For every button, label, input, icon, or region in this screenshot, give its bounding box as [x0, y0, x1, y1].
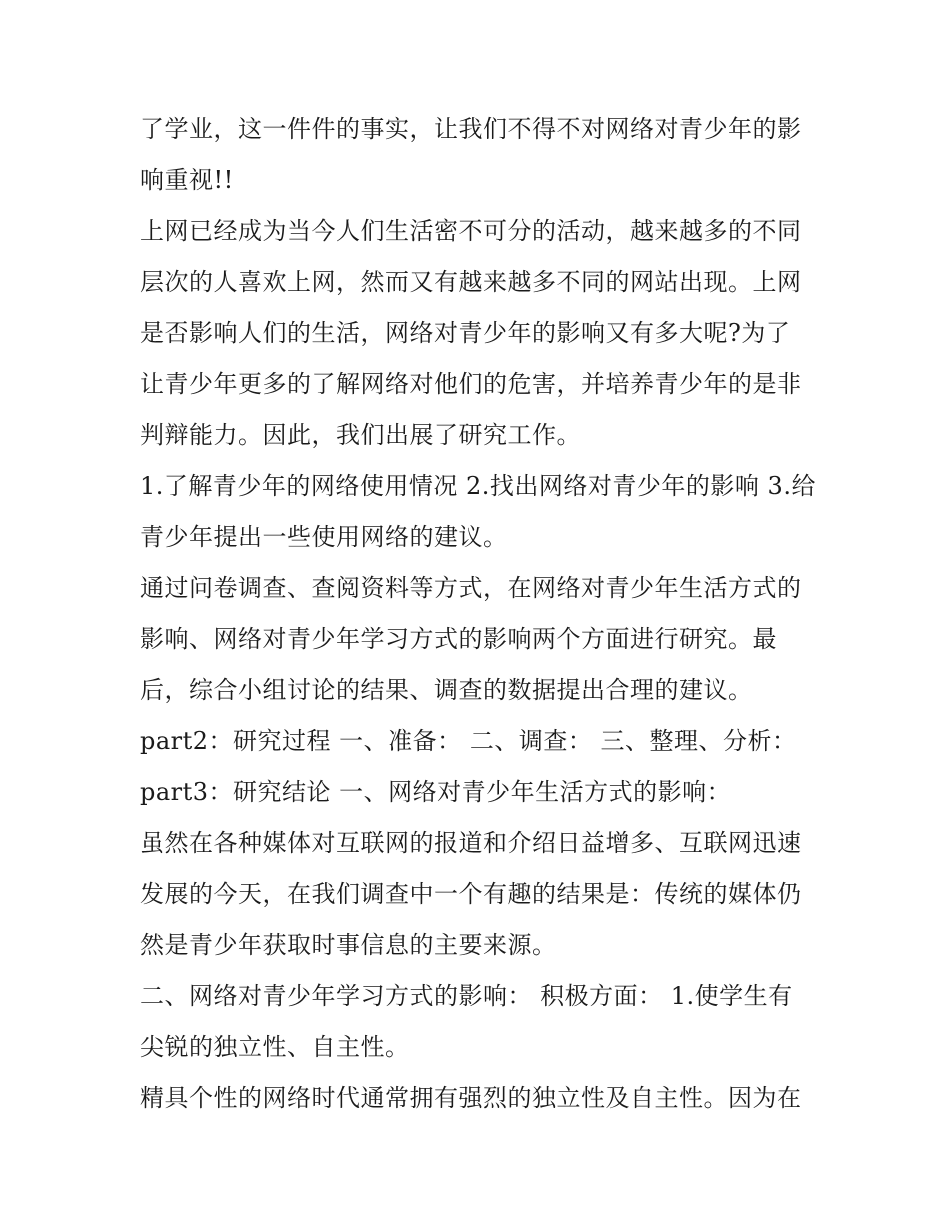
text-line: 响重视!! [140, 166, 234, 194]
text-line: 让青少年更多的了解网络对他们的危害，并培养青少年的是非 [140, 370, 802, 398]
text-line: 通过问卷调查、查阅资料等方式，在网络对青少年生活方式的 [140, 574, 802, 602]
text-line: 然是青少年获取时事信息的主要来源。 [140, 931, 557, 959]
text-line: 精具个性的网络时代通常拥有强烈的独立性及自主性。因为在 [140, 1084, 802, 1112]
text-line: 是否影响人们的生活，网络对青少年的影响又有多大呢?为了 [140, 319, 791, 347]
text-line: 二、网络对青少年学习方式的影响： 积极方面： 1.使学生有 [140, 982, 793, 1010]
text-line: 青少年提出一些使用网络的建议。 [140, 523, 508, 551]
text-line: 层次的人喜欢上网，然而又有越来越多不同的网站出现。上网 [140, 268, 802, 296]
text-line: 后，综合小组讨论的结果、调查的数据提出合理的建议。 [140, 676, 753, 704]
document-body [140, 104, 820, 1124]
text-line: 判辩能力。因此，我们出展了研究工作。 [140, 421, 581, 449]
text-line: 了学业，这一件件的事实，让我们不得不对网络对青少年的影 [140, 115, 802, 143]
text-line: part3：研究结论 一、网络对青少年生活方式的影响： [140, 778, 732, 806]
text-line: 上网已经成为当今人们生活密不可分的活动，越来越多的不同 [140, 217, 802, 245]
text-line: 1.了解青少年的网络使用情况 2.找出网络对青少年的影响 3.给 [140, 472, 816, 500]
text-line: 虽然在各种媒体对互联网的报道和介绍日益增多、互联网迅速 [140, 829, 802, 857]
text-line: 影响、网络对青少年学习方式的影响两个方面进行研究。最 [140, 625, 777, 653]
text-line: part2：研究过程 一、准备： 二、调查： 三、整理、分析： [140, 727, 797, 755]
text-line: 尖锐的独立性、自主性。 [140, 1033, 410, 1061]
text-line: 发展的今天，在我们调查中一个有趣的结果是：传统的媒体仍 [140, 880, 802, 908]
